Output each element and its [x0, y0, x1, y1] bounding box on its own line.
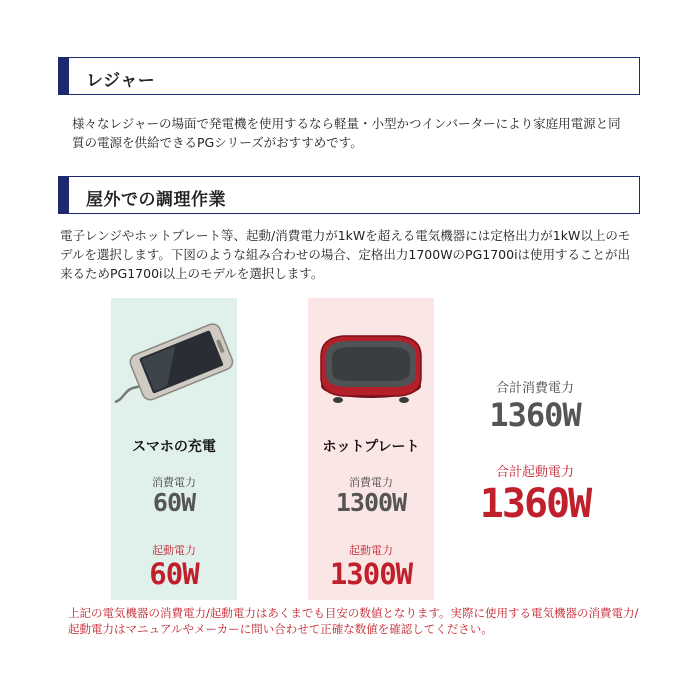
section-title: レジャー [86, 71, 156, 91]
consumption-value: 1300W [335, 488, 407, 517]
section-heading-leisure [58, 57, 640, 95]
section-heading-outdoor-cooking [58, 176, 640, 214]
heading-accent-bar [59, 58, 69, 94]
device-name: スマホの充電 [132, 439, 216, 455]
total-consumption-label: 合計消費電力 [495, 381, 574, 396]
disclaimer-note: 上記の電気機器の消費電力/起動電力はあくまでも目安の数値となります。実際に使用する電気機器の消費電力/起動電力はマニュアルやメーカーに問い合わせて正確な数値を確認してください。 [68, 606, 639, 636]
startup-label: 起動電力 [152, 544, 196, 557]
consumption-value: 60W [152, 488, 196, 517]
total-startup-value: 1360W [479, 481, 591, 527]
device-card-hot-plate [308, 298, 434, 600]
startup-label: 起動電力 [349, 544, 393, 557]
consumption-label: 消費電力 [349, 476, 393, 489]
section-body: 電子レンジやホットプレート等、起動/消費電力が1kWを超える電気機器には定格出力が1kW以上のモデルを選択します。下図のような組み合わせの場合、定格出力1700WのPG1700iは使用することが出来るためPG1700i以上のモデルを選択します。 [60, 228, 631, 281]
device-card-smartphone [111, 298, 237, 600]
device-name: ホットプレート [322, 439, 420, 455]
startup-value: 1300W [329, 557, 413, 591]
startup-value: 60W [149, 557, 199, 591]
smartphone-icon [111, 316, 237, 406]
heading-accent-bar [59, 177, 69, 213]
section-body: 様々なレジャーの場面で発電機を使用するなら軽量・小型かつインバーターにより家庭用電源と同質の電源を供給できるPGシリーズがおすすめです。 [72, 116, 621, 150]
hot-plate-icon [308, 316, 434, 406]
consumption-label: 消費電力 [152, 476, 196, 489]
section-title: 屋外での調理作業 [86, 190, 226, 210]
total-startup-label: 合計起動電力 [495, 465, 574, 480]
total-consumption-value: 1360W [489, 396, 581, 434]
